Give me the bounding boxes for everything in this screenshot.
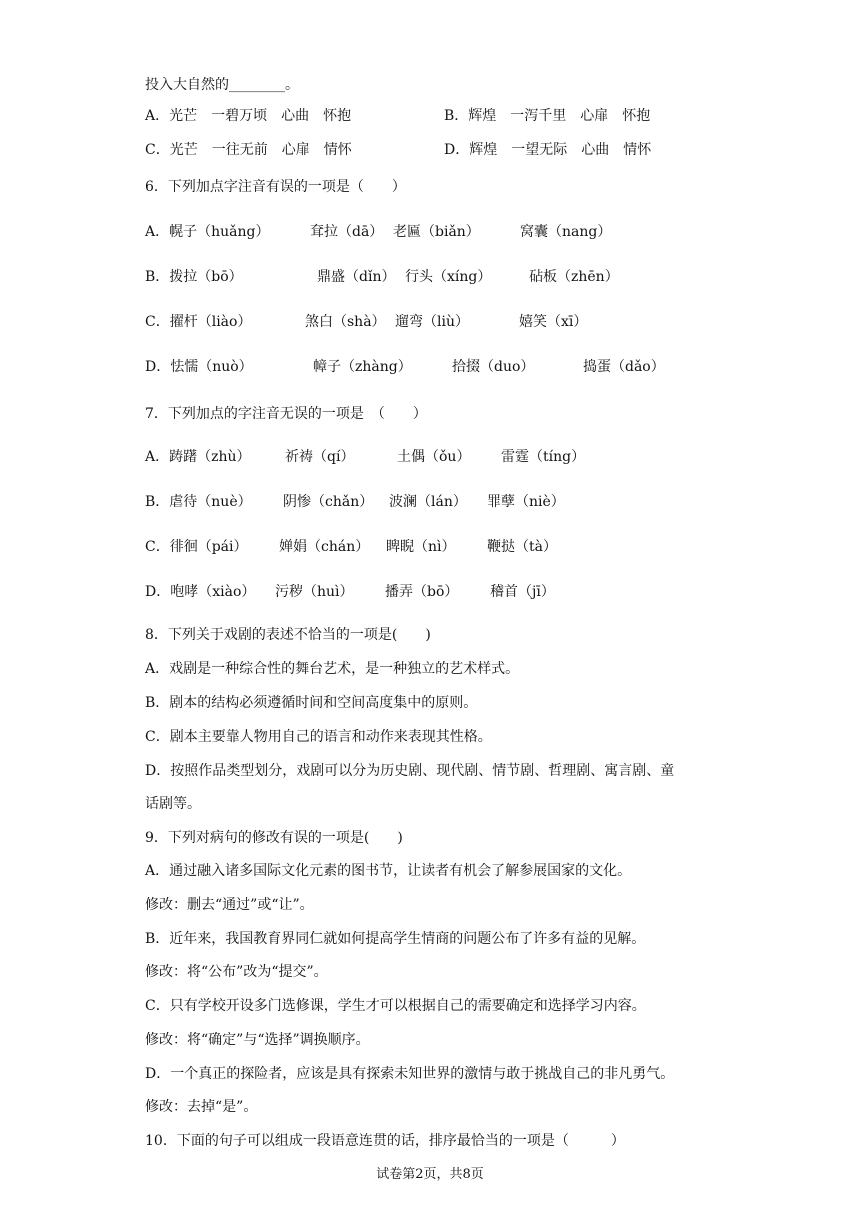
- page-footer: 试卷第2页，共8页: [376, 1167, 484, 1182]
- q9-stem: 9．下列对病句的修改有误的一项是( ): [145, 830, 403, 846]
- q5-option-c: C．光芒 一往无前 心扉 情怀: [145, 142, 352, 158]
- q9-option-b-fix: 修改：将“公布”改为“提交”。: [145, 964, 328, 980]
- q5-option-a: A．光芒 一碧万顷 心曲 怀抱: [145, 108, 352, 124]
- q8-stem: 8．下列关于戏剧的表述不恰当的一项是( ): [145, 627, 431, 643]
- q8-option-c: C．剧本主要靠人物用自己的语言和动作来表现其性格。: [145, 729, 492, 745]
- q6-stem: 6．下列加点字注音有误的一项是（ ）: [145, 179, 406, 195]
- q9-option-c-fix: 修改：将“确定”与“选择”调换顺序。: [145, 1032, 370, 1048]
- q9-option-a: A．通过融入诸多国际文化元素的图书节，让读者有机会了解参展国家的文化。: [145, 863, 632, 879]
- q5-option-d: D．辉煌 一望无际 心曲 情怀: [444, 142, 652, 158]
- q5-stem-continuation: 投入大自然的________。: [145, 77, 299, 93]
- q7-stem: 7．下列加点的字注音无误的一项是 （ ）: [145, 406, 427, 422]
- q9-option-b: B．近年来，我国教育界同仁就如何提高学生情商的问题公布了许多有益的见解。: [145, 931, 646, 947]
- q8-option-d-continued: 话剧等。: [145, 796, 201, 812]
- q9-option-c: C．只有学校开设多门选修课，学生才可以根据自己的需要确定和选择学习内容。: [145, 998, 646, 1014]
- exam-page: 投入大自然的________。 A．光芒 一碧万顷 心曲 怀抱 B．辉煌 一泻千里 心扉 怀抱 C．光芒 一往无前 心扉 情怀 D．辉煌 一望无际 心曲 情怀 6．下列加点字注音有误的一项是（ ） A．幌子（huǎng） 耷拉（dā） 老匾（biǎn） 窝囊（nang） B．拨拉（bō） 鼎盛（dǐn） 行头（xíng） 砧板（zhēn） C．擢杆（liào） 煞白（shà） 遛弯（liù） 嬉笑（xī） D．怯懦（nuò） 幛子（zhàng） 拾掇（duo） 捣蛋（dǎo） 7．下列加点的字注音无误的一项是 （ ） A．踌躇（zhù） 祈祷（qí） 土偶（ǒu） 雷霆（tíng） B．虐待（nuè） 阴惨（chǎn） 波澜（lán） 罪孽（niè） C．徘徊（pái） 婵娟（chán） 睥睨（nì） 鞭挞（tà） D．咆哮（xiào） 污秽（huì） 播弄（bō） 稽首（jī） 8．下列关于戏剧的表述不恰当的一项是( ) A．戏剧是一种综合性的舞台艺术，是一种独立的艺术样式。 B．剧本的结构必须遵循时间和空间高度集中的原则。 C．剧本主要靠人物用自己的语言和动作来表现其性格。 D．按照作品类型划分，戏剧可以分为历史剧、现代剧、情节剧、哲理剧、寓言剧、童 话剧等。 9．下列对病句的修改有误的一项是( ) A．通过融入诸多国际文化元素的图书节，让读者有机会了解参展国家的文化。 修改：删去“通过”或“让”。 B．近年来，我国教育界同仁就如何提高学生情商的问题公布了许多有益的见解。 修改：将“公布”改为“提交”。 C．只有学校开设多门选修课，学生才可以根据自己的需要确定和选择学习内容。 修改：将“确定”与“选择”调换顺序。 D．一个真正的探险者，应该是具有探索未知世界的激情与敢于挑战自己的非凡勇气。 修改：去掉“是”。 10．下面的句子可以组成一段语意连贯的话，排序最恰当的一项是（ ） 试卷第2页，共8页: [0, 0, 860, 1216]
- q9-option-a-fix: 修改：删去“通过”或“让”。: [145, 897, 314, 913]
- q5-option-b: B．辉煌 一泻千里 心扉 怀抱: [444, 108, 651, 124]
- q9-option-d-fix: 修改：去掉“是”。: [145, 1099, 258, 1115]
- q10-stem: 10．下面的句子可以组成一段语意连贯的话，排序最恰当的一项是（ ）: [145, 1133, 625, 1149]
- q9-option-d: D．一个真正的探险者，应该是具有探索未知世界的激情与敢于挑战自己的非凡勇气。: [145, 1066, 675, 1082]
- q8-option-b: B．剧本的结构必须遵循时间和空间高度集中的原则。: [145, 695, 478, 711]
- q8-option-d: D．按照作品类型划分，戏剧可以分为历史剧、现代剧、情节剧、哲理剧、寓言剧、童: [145, 763, 675, 779]
- q8-option-a: A．戏剧是一种综合性的舞台艺术，是一种独立的艺术样式。: [145, 661, 520, 677]
